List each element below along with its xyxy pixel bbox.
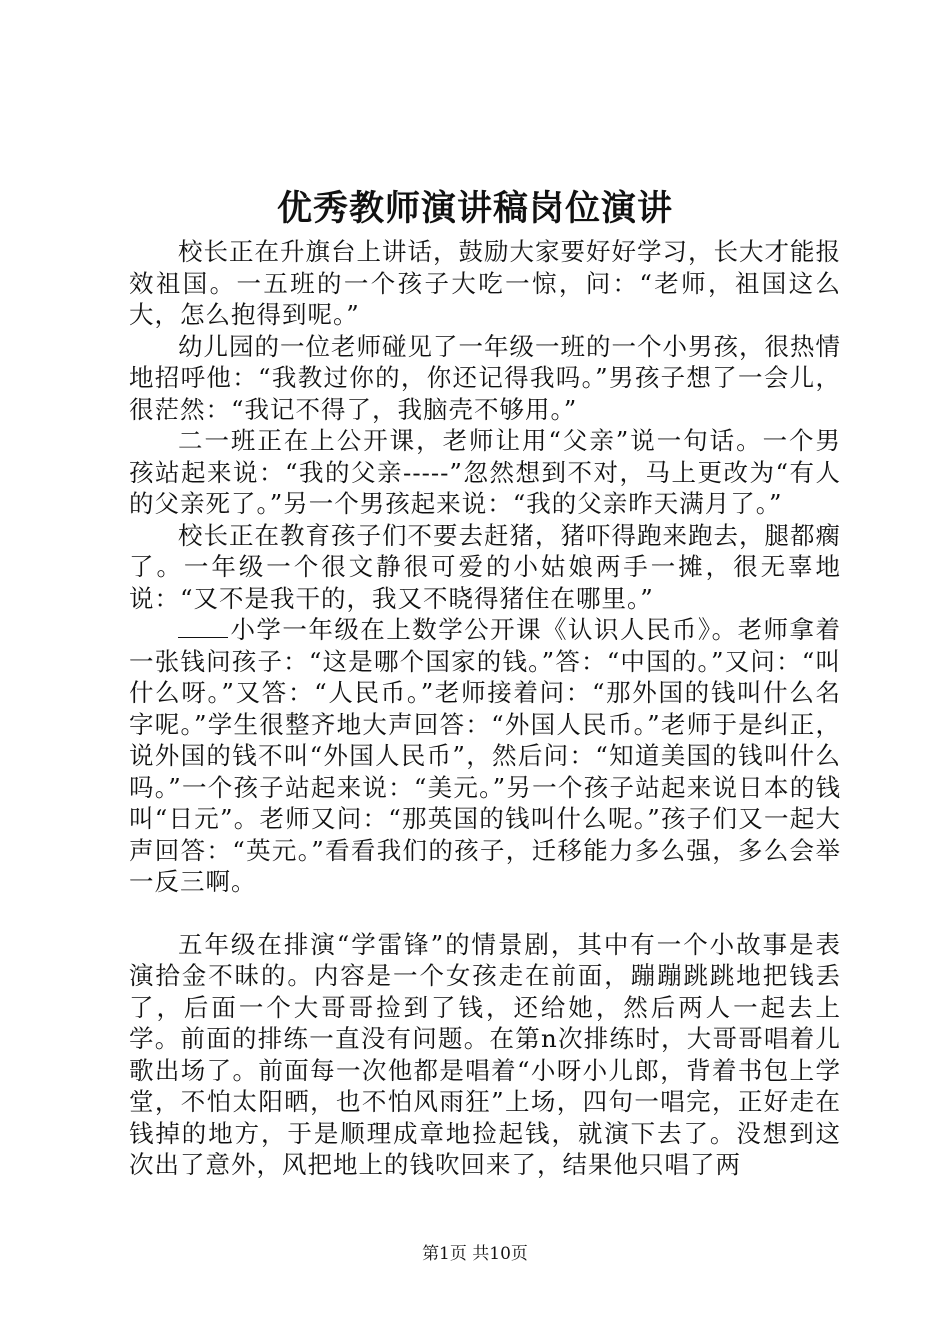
paragraph-1: 校长正在升旗台上讲话，鼓励大家要好好学习，长大才能报效祖国。一五班的一个孩子大吃一惊，问：“老师，祖国这么大，怎么抱得到呢。” (129, 237, 841, 329)
paragraph-5 (129, 614, 841, 898)
paragraph-4: 校长正在教育孩子们不要去赶猪，猪吓得跑来跑去，腿都瘸了。一年级一个很文静很可爱的小姑娘两手一摊，很无辜地说：“又不是我干的，我又不晓得猪住在哪里。” (129, 520, 841, 613)
paragraph-5-text: 小学一年级在上数学公开课《认识人民币》。老师拿着一张钱问孩子：“这是哪个国家的钱。”答：“中国的。”又问：“叫什么呀。”又答：“人民币。”老师接着问：“那外国的钱叫什么名字呢。”学生很整齐地大声回答：“外国人民币。”老师于是纠正，说外国的钱不叫“外国人民币”，然后问：“知道美国的钱叫什么吗。”一个孩子站起来说：“美元。”另一个孩子站起来说日本的钱叫“日元”。老师又问：“那英国的钱叫什么呢。”孩子们又一起大声回答：“英元。”看看我们的孩子，迁移能力多么强，多么会举一反三啊。 (129, 615, 841, 896)
document-title: 优秀教师演讲稿岗位演讲 (276, 188, 673, 229)
paragraph-gap (129, 898, 841, 929)
document-body (129, 236, 841, 1181)
paragraph-3: 二一班正在上公开课，老师让用“父亲”说一句话。一个男孩站起来说：“我的父亲-----”忽然想到不对，马上更改为“有人的父亲死了。”另一个男孩起来说：“我的父亲昨天满月了。” (129, 426, 841, 518)
paragraph-6: 五年级在排演“学雷锋”的情景剧，其中有一个小故事是表演拾金不昧的。内容是一个女孩走在前面，蹦蹦跳跳地把钱丢了，后面一个大哥哥捡到了钱，还给她，然后两人一起去上学。前面的排练一直没有问题。在第n次排练时，大哥哥唱着儿歌出场了。前面每一次他都是唱着“小呀小儿郎，背着书包上学堂，不怕太阳晒，也不怕风雨狂”上场，四句一唱完，正好走在钱掉的地方，于是顺理成章地捡起钱，就演下去了。没想到这次出了意外，风把地上的钱吹回来了，结果他只唱了两 (129, 929, 841, 1179)
page-footer: 第1页 共10页 (422, 1244, 528, 1264)
paragraph-2: 幼儿园的一位老师碰见了一年级一班的一个小男孩，很热情地招呼他：“我教过你的，你还记得我吗。”男孩子想了一会儿，很茫然：“我记不得了，我脑壳不够用。” (129, 331, 841, 424)
fill-in-blank-line (178, 617, 228, 638)
